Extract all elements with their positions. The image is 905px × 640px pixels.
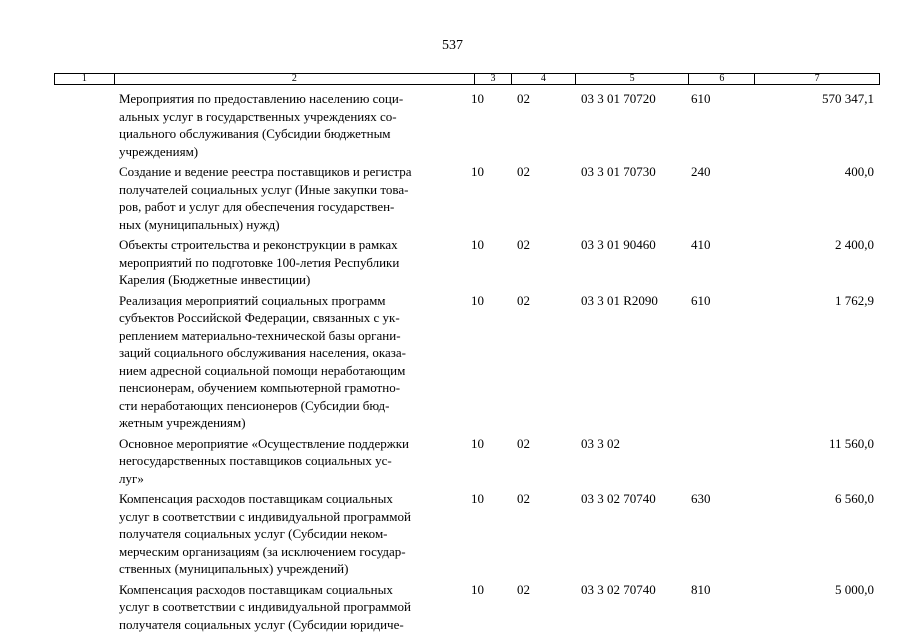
row-description-line: Реализация мероприятий социальных программ xyxy=(119,292,386,308)
page-number: 537 xyxy=(442,38,463,53)
header-col-4: 4 xyxy=(512,74,576,84)
row-description-line: получателей социальных услуг (Иные закупки това- xyxy=(119,181,409,197)
row-target-article: 03 3 02 70740 xyxy=(581,581,656,597)
row-description-line: ственных (муниципальных) учреждений) xyxy=(119,561,349,576)
row-description-line: учреждениям) xyxy=(119,143,199,159)
row-description-line: Создание и ведение реестра поставщиков и регистра xyxy=(119,164,412,179)
row-description-line: Карелия (Бюджетные инвестиции) xyxy=(119,272,311,287)
row-subsection: 02 xyxy=(517,435,530,451)
row-description-line: альных услуг в государственных учреждениях со- xyxy=(119,108,397,124)
row-description-line: заций социального обслуживания населения, оказа- xyxy=(119,345,406,360)
row-section: 10 xyxy=(471,164,484,179)
row-amount: 6 560,0 xyxy=(835,491,874,506)
row-section: 10 xyxy=(471,237,484,252)
row-description-line: получателя социальных услуг (Субсидии юридиче- xyxy=(119,616,404,632)
row-description xyxy=(119,435,464,488)
row-expense-type: 610 xyxy=(691,292,711,308)
row-description xyxy=(119,90,464,160)
row-amount: 1 762,9 xyxy=(835,292,874,308)
row-subsection: 02 xyxy=(517,292,530,308)
row-target-article: 03 3 01 R2090 xyxy=(581,292,658,308)
row-description-line: Компенсация расходов поставщикам социальных xyxy=(119,491,393,506)
header-col-6: 6 xyxy=(689,74,755,84)
header-col-5: 5 xyxy=(576,74,690,84)
row-description-line: реплением материально-технической базы органи- xyxy=(119,327,401,343)
row-expense-type: 810 xyxy=(691,581,711,597)
row-subsection: 02 xyxy=(517,91,530,106)
row-description-line: получателя социальных услуг (Субсидии неком- xyxy=(119,526,388,541)
row-description-line: Объекты строительства и реконструкции в рамках xyxy=(119,237,398,252)
row-description-line: услуг в соответствии с индивидуальной программой xyxy=(119,599,411,614)
row-description-line: мероприятий по подготовке 100-летия Республики xyxy=(119,254,400,270)
row-amount: 11 560,0 xyxy=(828,435,874,451)
row-description xyxy=(119,581,464,634)
row-expense-type: 610 xyxy=(691,91,711,106)
row-section: 10 xyxy=(471,91,484,106)
header-col-3: 3 xyxy=(475,74,512,84)
header-col-1: 1 xyxy=(55,74,115,84)
row-amount: 400,0 xyxy=(844,164,874,179)
row-target-article: 03 3 02 xyxy=(581,435,620,451)
row-description-line: луг» xyxy=(119,470,144,486)
row-expense-type: 630 xyxy=(691,491,711,506)
row-subsection: 02 xyxy=(517,237,530,252)
row-description xyxy=(119,163,464,233)
row-description-line: мерческим организациям (за исключением государ- xyxy=(119,543,406,559)
row-description-line: нием адресной социальной помощи неработающим xyxy=(119,362,406,378)
row-expense-type: 410 xyxy=(691,237,711,252)
row-target-article: 03 3 01 90460 xyxy=(581,237,656,252)
row-description-line: Основное мероприятие «Осуществление поддержки xyxy=(119,435,409,451)
row-description-line: жетным учреждениям) xyxy=(119,415,246,430)
row-description-line: негосударственных поставщиков социальных ус- xyxy=(119,453,392,468)
row-description-line: субъектов Российской Федерации, связанных с ук- xyxy=(119,310,400,325)
table-header-row xyxy=(54,73,880,85)
row-subsection: 02 xyxy=(517,581,530,597)
row-section: 10 xyxy=(471,581,484,597)
row-description-line: циального обслуживания (Субсидии бюджетным xyxy=(119,126,391,141)
row-section: 10 xyxy=(471,435,484,451)
row-subsection: 02 xyxy=(517,164,530,179)
row-amount: 570 347,1 xyxy=(822,91,874,106)
row-description-line: пенсионерам, обучением компьютерной грамотно- xyxy=(119,380,401,395)
row-description-line: ных (муниципальных) нужд) xyxy=(119,216,280,232)
row-target-article: 03 3 02 70740 xyxy=(581,491,656,506)
row-subsection: 02 xyxy=(517,491,530,506)
row-description-line: услуг в соответствии с индивидуальной программой xyxy=(119,508,411,524)
row-section: 10 xyxy=(471,292,484,308)
row-description-line: Компенсация расходов поставщикам социальных xyxy=(119,581,393,597)
header-col-7: 7 xyxy=(814,73,820,84)
row-target-article: 03 3 01 70720 xyxy=(581,91,656,106)
row-description-line: ров, работ и услуг для обеспечения государствен- xyxy=(119,199,395,214)
row-description xyxy=(119,490,464,578)
row-description xyxy=(119,236,464,289)
row-description-line: Мероприятия по предоставлению населению соци- xyxy=(119,91,404,106)
row-section: 10 xyxy=(471,491,484,506)
row-description-line: сти неработающих пенсионеров (Субсидии бюд- xyxy=(119,397,390,413)
row-description xyxy=(119,292,464,432)
row-amount: 5 000,0 xyxy=(835,581,874,597)
header-col-2: 2 xyxy=(115,74,475,84)
row-expense-type: 240 xyxy=(691,164,711,179)
row-target-article: 03 3 01 70730 xyxy=(581,164,656,179)
row-amount: 2 400,0 xyxy=(835,237,874,252)
